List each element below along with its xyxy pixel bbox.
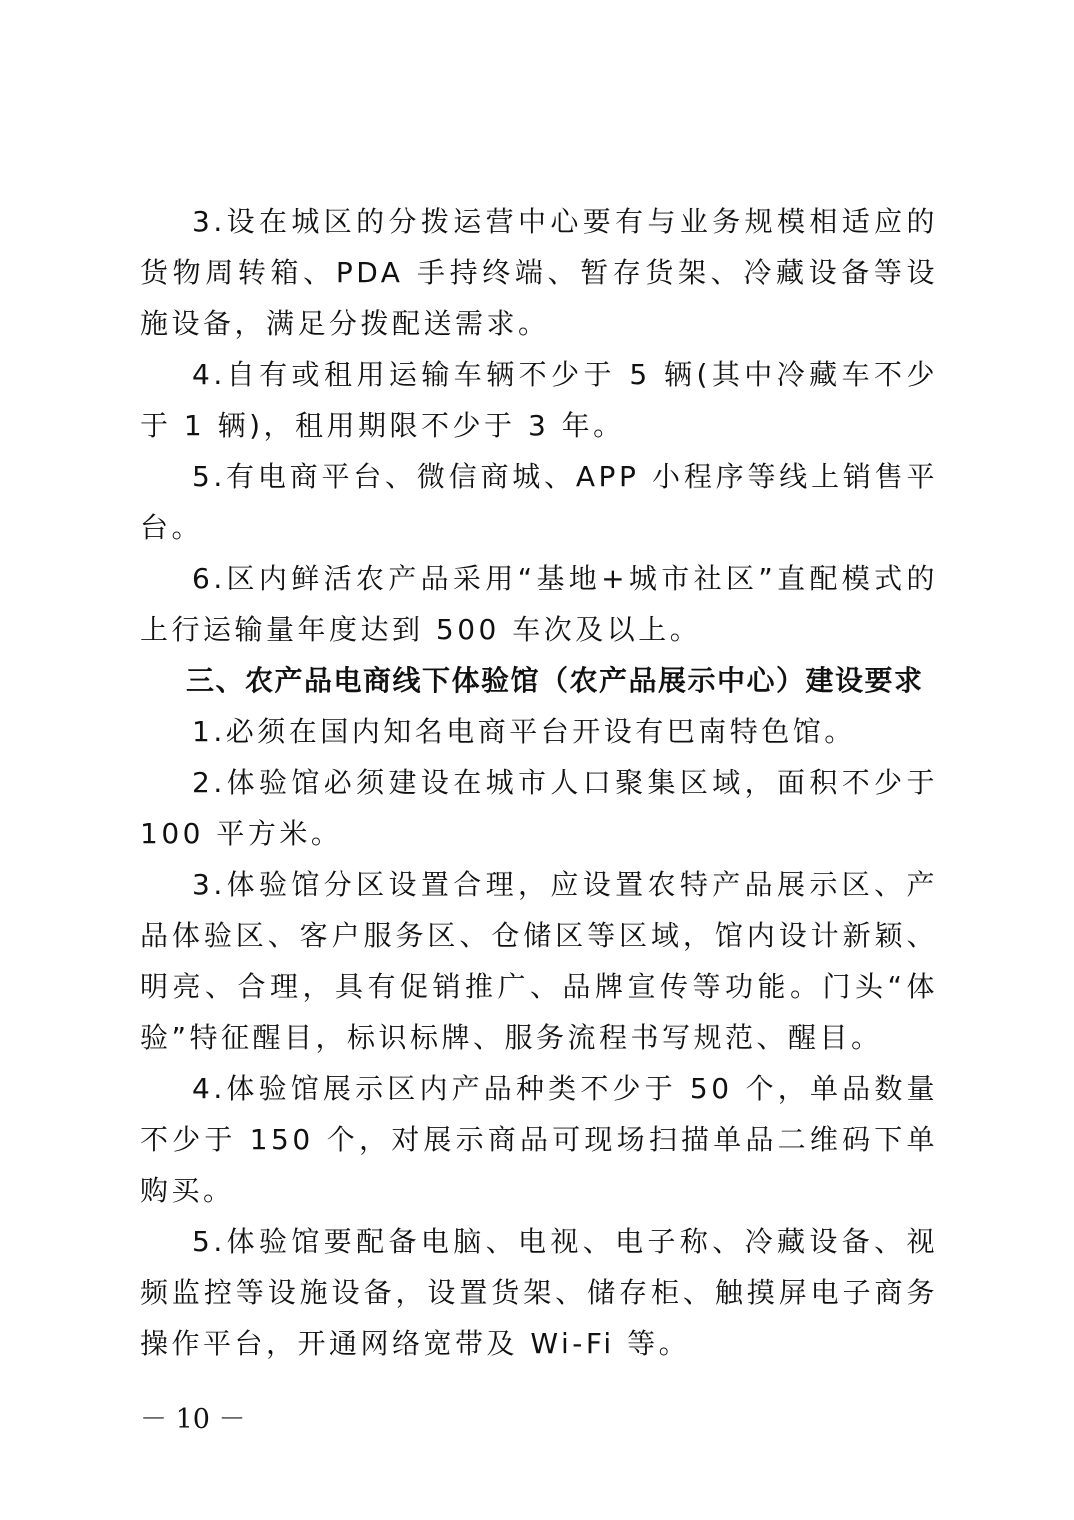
section-paragraph-1: 1.必须在国内知名电商平台开设有巴南特色馆。 — [192, 715, 856, 748]
section-paragraph-5: 5.体验馆要配备电脑、电视、电子称、冷藏设备、视频监控等设施设备，设置货架、储存柜、触摸屏电子商务操作平台，开通网络宽带及 Wi-Fi 等。 — [140, 1225, 938, 1360]
section-paragraph-3: 3.体验馆分区设置合理，应设置农特产品展示区、产品体验区、客户服务区、仓储区等区域，馆内设计新颖、明亮、合理，具有促销推广、品牌宣传等功能。门头“体验”特征醒目，标识标牌、服务流程书写规范、醒目。 — [140, 868, 938, 1054]
paragraph-3: 3.设在城区的分拨运营中心要有与业务规模相适应的货物周转箱、PDA 手持终端、暂存货架、冷藏设备等设施设备，满足分拨配送需求。 — [140, 205, 938, 340]
paragraph-5: 5.有电商平台、微信商城、APP 小程序等线上销售平台。 — [140, 460, 938, 544]
paragraph-4: 4.自有或租用运输车辆不少于 5 辆(其中冷藏车不少于 1 辆)，租用期限不少于 3 年。 — [140, 358, 938, 442]
paragraph-6: 6.区内鲜活农产品采用“基地+城市社区”直配模式的上行运输量年度达到 500 车次及以上。 — [140, 562, 938, 646]
document-body — [140, 196, 938, 1369]
page-number: － 10 － — [140, 1404, 246, 1435]
section-heading: 三、农产品电商线下体验馆（农产品展示中心）建设要求 — [186, 664, 924, 697]
section-paragraph-4: 4.体验馆展示区内产品种类不少于 50 个，单品数量不少于 150 个，对展示商品可现场扫描单品二维码下单购买。 — [140, 1072, 938, 1207]
section-paragraph-2: 2.体验馆必须建设在城市人口聚集区域，面积不少于 100 平方米。 — [140, 766, 938, 850]
